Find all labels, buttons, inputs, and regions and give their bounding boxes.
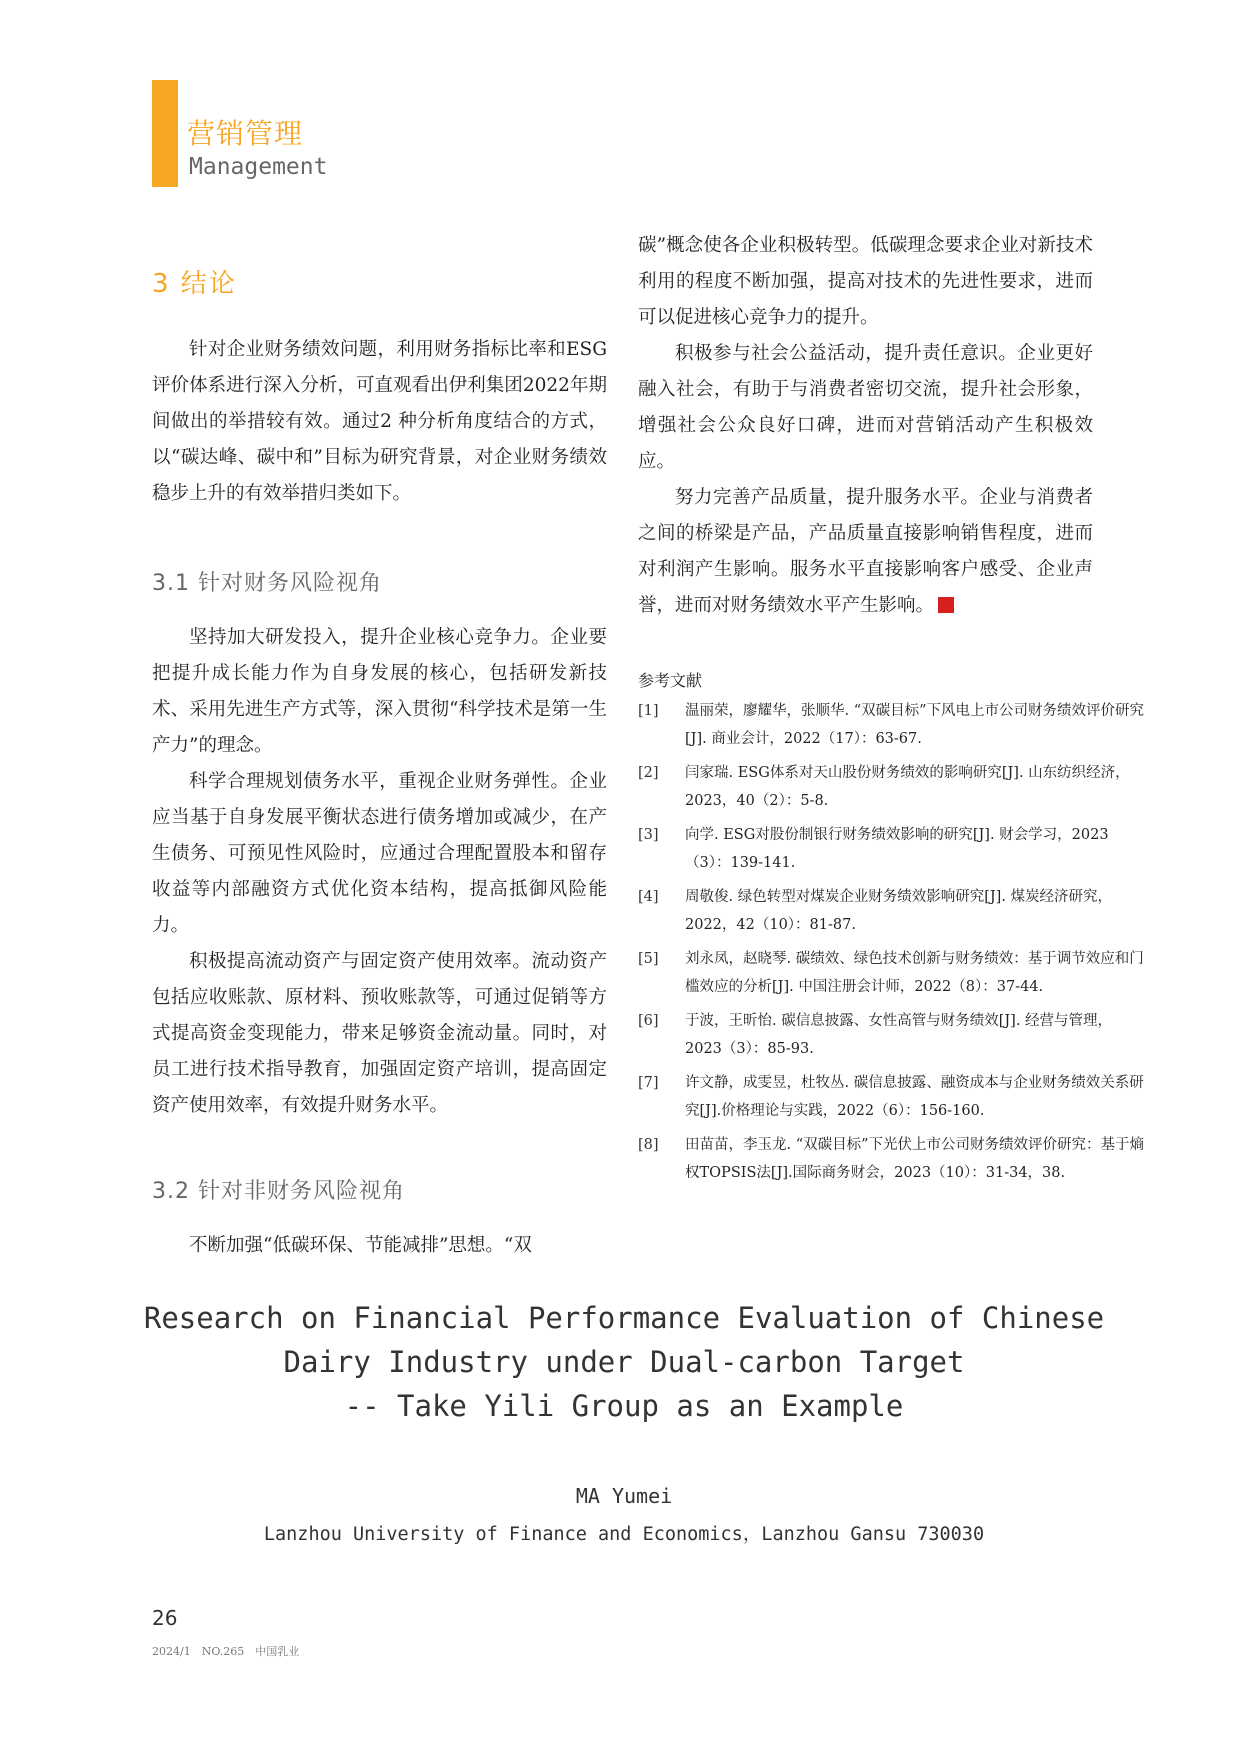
reference-item	[638, 697, 1146, 753]
reference-number: [2]	[638, 765, 659, 781]
reference-number: [6]	[638, 1013, 659, 1029]
reference-item	[638, 1007, 1146, 1063]
reference-number: [1]	[638, 703, 659, 719]
conclusion-heading: 3 结论	[152, 269, 237, 299]
reference-item	[638, 945, 1146, 1001]
subheading-nonfinancial-risk: 3.2 针对非财务风险视角	[152, 1179, 405, 1204]
reference-number: [3]	[638, 827, 659, 843]
paragraph-asset-efficiency: 积极提高流动资产与固定资产使用效率。流动资产包括应收账款、原材料、预收账款等，可通过促销等方式提高资金变现能力，带来足够资金流动量。同时，对员工进行技术指导教育，加强固定资产培训，提高固定资产使用效率，有效提升财务水平。	[152, 951, 607, 1116]
paragraph-debt-planning: 科学合理规划债务水平，重视企业财务弹性。企业应当基于自身发展平衡状态进行债务增加或减少，在产生债务、可预见性风险时，应通过合理配置股本和留存收益等内部融资方式优化资本结构，提高抵御风险能力。	[152, 771, 607, 936]
reference-text: 闫家瑞. ESG体系对天山股份财务绩效的影响研究[J]. 山东纺织经济，2023，40（2）：5-8.	[685, 765, 1130, 809]
reference-item	[638, 1069, 1146, 1125]
reference-text: 许文静，成雯昱，杜牧丛. 碳信息披露、融资成本与企业财务绩效关系研究[J].价格理论与实践，2022（6）：156-160.	[685, 1075, 1144, 1119]
subheading-financial-risk: 3.1 针对财务风险视角	[152, 571, 382, 596]
paragraph-low-carbon-start: 不断加强“低碳环保、节能减排”思想。“双	[189, 1235, 532, 1256]
reference-text: 田苗苗，李玉龙. “双碳目标”下光伏上市公司财务绩效评价研究：基于熵权TOPSIS法[J].国际商务财会，2023（10）：31-34，38.	[685, 1137, 1145, 1181]
reference-number: [7]	[638, 1075, 659, 1091]
section-title-en: Management	[189, 154, 328, 180]
author-name: MA Yumei	[575, 1484, 673, 1508]
reference-item	[638, 759, 1146, 815]
english-title-line-3: -- Take Yili Group as an Example	[344, 1389, 904, 1423]
author-affiliation: Lanzhou University of Finance and Economics，Lanzhou Gansu 730030	[263, 1524, 985, 1545]
reference-text: 于波，王昕怡. 碳信息披露、女性高管与财务绩效[J]. 经营与管理，2023（3）：85-93.	[685, 1013, 1113, 1057]
english-title	[0, 1296, 1248, 1428]
english-title-line-1: Research on Financial Performance Evaluation of Chinese	[143, 1301, 1105, 1335]
reference-item	[638, 883, 1146, 939]
english-title-line-2: Dairy Industry under Dual-carbon Target	[283, 1345, 965, 1379]
paragraph-rd-investment: 坚持加大研发投入，提升企业核心竞争力。企业要把提升成长能力作为自身发展的核心，包括研发新技术、采用先进生产方式等，深入贯彻“科学技术是第一生产力”的理念。	[152, 627, 607, 756]
journal-issue-footer: 2024/1 NO.265 中国乳业	[152, 1645, 300, 1658]
reference-number: [4]	[638, 889, 659, 905]
reference-item	[638, 821, 1146, 877]
product-quality-text: 努力完善产品质量，提升服务水平。企业与消费者之间的桥梁是产品，产品质量直接影响销售程度，进而对利润产生影响。服务水平直接影响客户感受、企业声誉，进而对财务绩效水平产生影响。	[638, 487, 1093, 616]
reference-item	[638, 1131, 1146, 1187]
intro-paragraph: 针对企业财务绩效问题，利用财务指标比率和ESG评价体系进行深入分析，可直观看出伊利集团2022年期间做出的举措较有效。通过2 种分析角度结合的方式，以“碳达峰、碳中和”目标为研究背景，对企业财务绩效稳步上升的有效举措归类如下。	[152, 339, 607, 504]
paragraph-low-carbon-cont: 碳”概念使各企业积极转型。低碳理念要求企业对新技术利用的程度不断加强，提高对技术的先进性要求，进而可以促进核心竞争力的提升。	[638, 235, 1093, 328]
reference-text: 温丽荣，廖耀华，张顺华. “双碳目标”下风电上市公司财务绩效评价研究[J]. 商业会计，2022（17）：63-67.	[685, 703, 1145, 747]
end-of-article-mark	[938, 597, 954, 613]
paragraph-product-quality	[638, 480, 1093, 624]
references-title: 参考文献	[638, 671, 703, 690]
reference-number: [5]	[638, 951, 659, 967]
section-title-cn: 营销管理	[187, 117, 304, 150]
reference-text: 向学. ESG对股份制银行财务绩效影响的研究[J]. 财会学习，2023（3）：139-141.	[685, 827, 1109, 871]
reference-list	[638, 697, 1146, 1193]
reference-number: [8]	[638, 1137, 659, 1153]
reference-text: 刘永凤，赵晓琴. 碳绩效、绿色技术创新与财务绩效：基于调节效应和门槛效应的分析[J]. 中国注册会计师，2022（8）：37-44.	[685, 951, 1144, 995]
page-number: 26	[152, 1606, 178, 1630]
section-accent-bar	[152, 80, 178, 187]
reference-text: 周敬俊. 绿色转型对煤炭企业财务绩效影响研究[J]. 煤炭经济研究，2022，42（10）：81-87.	[685, 889, 1113, 933]
paragraph-social-welfare: 积极参与社会公益活动，提升责任意识。企业更好融入社会，有助于与消费者密切交流，提升社会形象，增强社会公众良好口碑，进而对营销活动产生积极效应。	[638, 343, 1093, 472]
